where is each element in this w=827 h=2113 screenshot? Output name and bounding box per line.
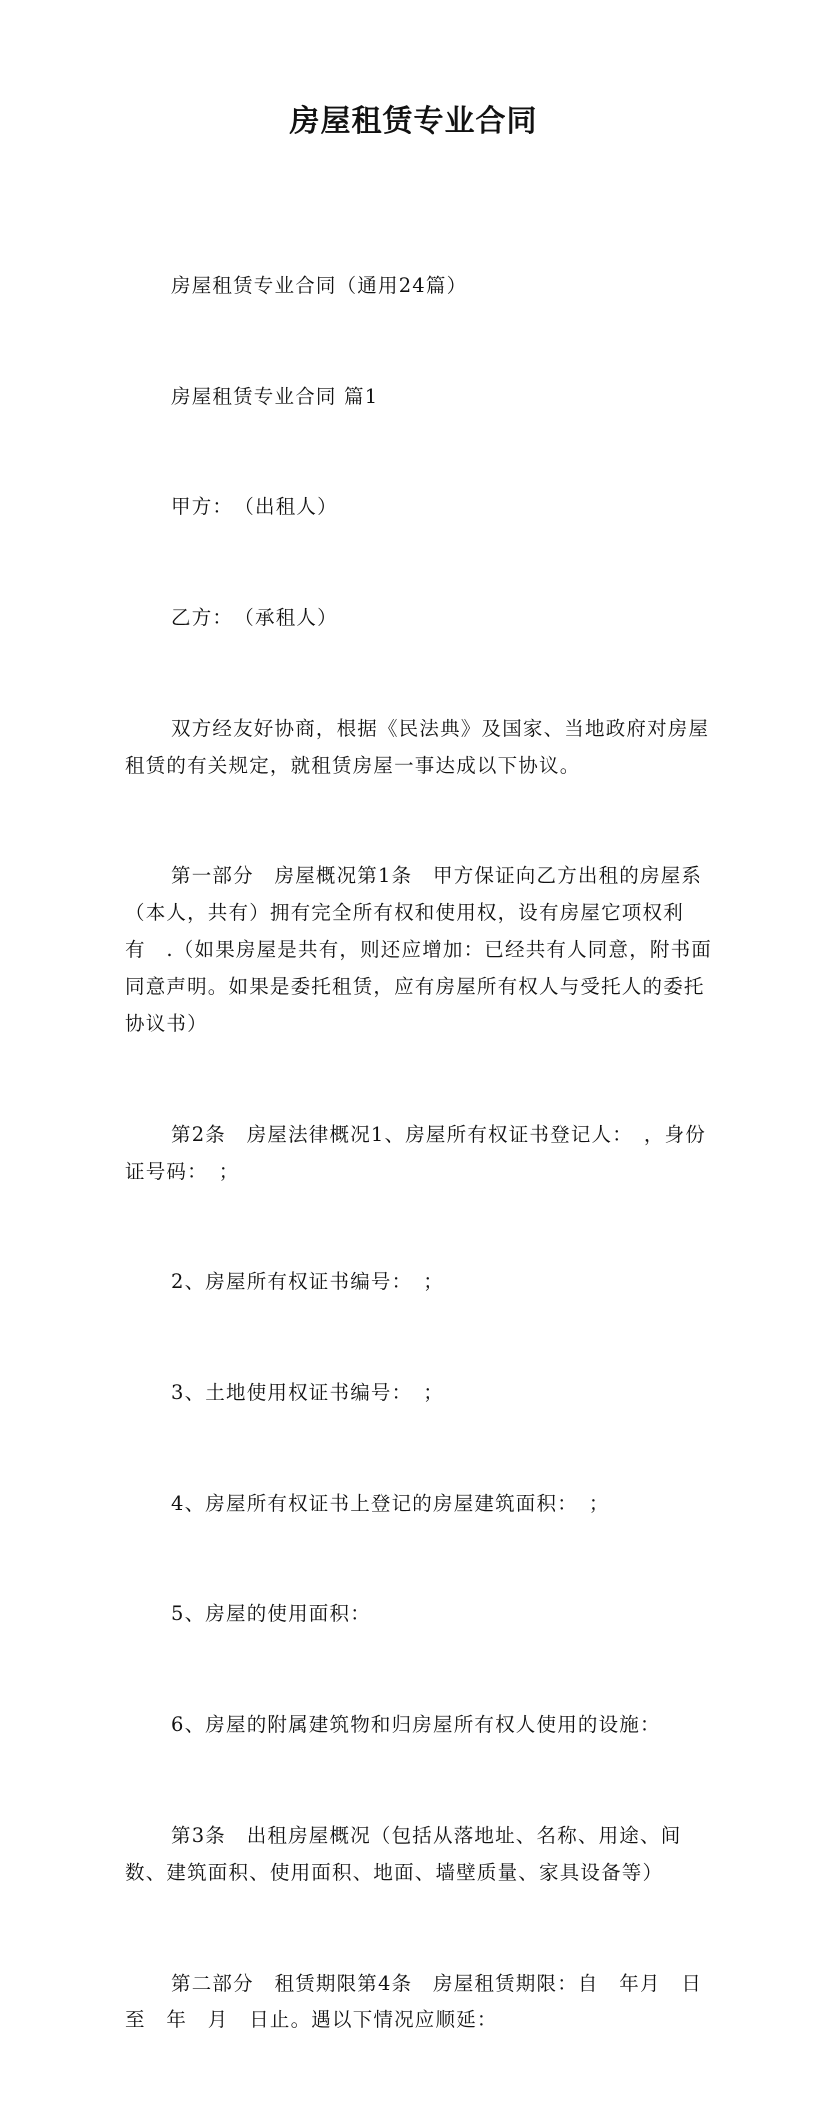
paragraph-article-2: 第2条 房屋法律概况1、房屋所有权证书登记人： ，身份证号码： ；: [125, 1122, 706, 1183]
paragraph-party-b: 乙方： （承租人）: [171, 605, 338, 629]
document-body: [125, 194, 723, 2113]
paragraph-article-1: 第一部分 房屋概况第1条 甲方保证向乙方出租的房屋系 （本人，共有）拥有完全所有权和使用权，设有房屋它项权利有 .（如果房屋是共有，则还应增加：已经共有人同意，附书面同意声明。如果是委托租赁，应有房屋所有权人与受托人的委托协议书）: [125, 864, 723, 1035]
paragraph-item-3: 3、土地使用权证书编号： ；: [171, 1381, 444, 1404]
paragraph-subtitle: 房屋租赁专业合同（通用24篇）: [171, 273, 468, 297]
paragraph-item-4: 4、房屋所有权证书上登记的房屋建筑面积： ；: [171, 1491, 610, 1515]
paragraph-section-heading: 房屋租赁专业合同 篇1: [171, 384, 379, 408]
paragraph-item-6: 6、房屋的附属建筑物和归房屋所有权人使用的设施：: [171, 1713, 661, 1737]
paragraph-item-5: 5、房屋的使用面积：: [171, 1602, 371, 1626]
paragraph-article-4: 第二部分 租赁期限第4条 房屋租赁期限：自 年月 日至 年 月 日止。遇以下情况应顺延：: [125, 1971, 703, 2032]
paragraph-item-2: 2、房屋所有权证书编号： ；: [171, 1270, 444, 1294]
paragraph-party-a: 甲方： （出租人）: [171, 495, 338, 519]
paragraph-preamble: 双方经友好协商，根据《民法典》及国家、当地政府对房屋租赁的有关规定，就租赁房屋一事达成以下协议。: [125, 716, 710, 777]
paragraph-article-3: 第3条 出租房屋概况（包括从落地址、名称、用途、间数、建筑面积、使用面积、地面、墙壁质量、家具设备等）: [125, 1823, 682, 1884]
document-title: 房屋租赁专业合同: [289, 104, 538, 139]
